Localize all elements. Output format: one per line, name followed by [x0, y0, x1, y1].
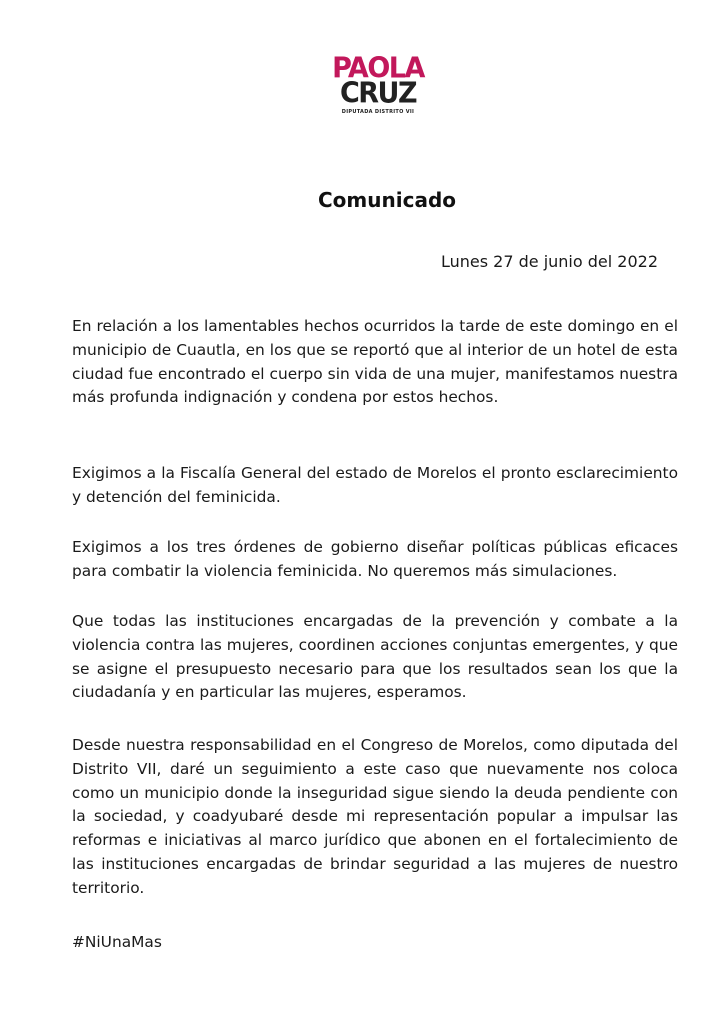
logo-first-name: PAOLA — [332, 52, 424, 85]
document-title: Comunicado — [318, 188, 456, 212]
paragraph-4: Que todas las instituciones encargadas de la prevención y combate a la violencia contra las mujeres, coordinen acciones conjuntas emergentes, y que se asigne el presupuesto necesario para que los resultados sean los que la ciudadanía y en particular las mujeres, esperamos. — [72, 612, 678, 702]
paragraph-3: Exigimos a los tres órdenes de gobierno diseñar políticas públicas eficaces para combatir la violencia feminicida. No queremos más simulaciones. — [72, 538, 678, 580]
logo-subtitle: DIPUTADA DISTRITO VII — [341, 109, 415, 115]
paragraph-1: En relación a los lamentables hechos ocurridos la tarde de este domingo en el municipio de Cuautla, en los que se reportó que al interior de un hotel de esta ciudad fue encontrado el cuerpo sin vida de una mujer, manifestamos nuestra más profunda indignación y condena por estos hechos. — [72, 317, 678, 407]
brand-logo — [318, 52, 438, 121]
logo-last-name: CRUZ — [339, 77, 417, 110]
paragraph-2: Exigimos a la Fiscalía General del estado de Morelos el pronto esclarecimiento y detención del feminicida. — [72, 464, 678, 506]
hashtag: #NiUnaMas — [72, 933, 162, 951]
document-date: Lunes 27 de junio del 2022 — [440, 252, 658, 271]
paragraph-5: Desde nuestra responsabilidad en el Congreso de Morelos, como diputada del Distrito VII, daré un seguimiento a este caso que nuevamente nos coloca como un municipio donde la inseguridad sigue siendo la deuda pendiente con la sociedad, y coadyubaré desde mi representación popular a impulsar las reformas e iniciativas al marco jurídico que abonen en el fortalecimiento de las instituciones encargadas de brindar seguridad a las mujeres de nuestro territorio. — [72, 736, 678, 897]
